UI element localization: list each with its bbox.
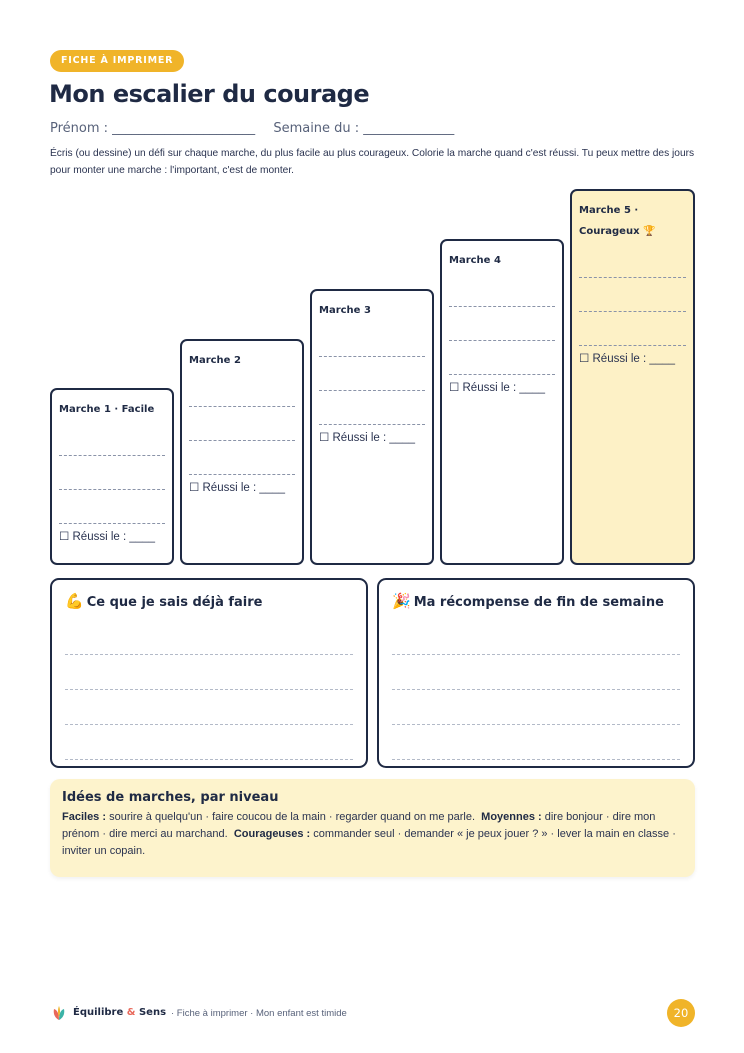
writing-line — [319, 357, 425, 391]
faciles-label: Faciles : — [62, 811, 107, 823]
box-writing-lines — [392, 620, 680, 760]
step-writing-lines — [189, 373, 295, 475]
footer-brand — [73, 1007, 166, 1018]
writing-line — [449, 307, 555, 341]
step-3 — [310, 289, 434, 565]
printable-badge: FICHE À IMPRIMER — [50, 50, 184, 72]
writing-line — [319, 323, 425, 357]
writing-line — [392, 620, 680, 655]
skills-box-title — [65, 590, 353, 614]
skills-box-label: Ce que je sais déjà faire — [86, 595, 263, 610]
brand-logo-icon — [52, 1005, 66, 1021]
writing-line — [189, 407, 295, 441]
footer-caption: · Fiche à imprimer · Mon enfant est timide — [171, 1008, 347, 1019]
writing-line — [449, 273, 555, 307]
writing-line — [65, 725, 353, 760]
prenom-field: Prénom : ______________________ — [50, 121, 256, 136]
ideas-title: Idées de marches, par niveau — [62, 790, 279, 805]
moyennes-label: Moyennes : — [481, 811, 542, 823]
step-success-check: ☐ Réussi le : ____ — [579, 353, 675, 365]
courageuses-text: commander seul · demander « je peux jouer ? » · lever la main en classe · inviter un copain. — [62, 828, 676, 857]
reward-box — [377, 578, 695, 768]
step-writing-lines — [319, 323, 425, 425]
step-success-check: ☐ Réussi le : ____ — [189, 482, 285, 494]
brand-name-2: Sens — [138, 1007, 167, 1018]
semaine-field: Semaine du : ______________ — [273, 121, 455, 136]
faciles-text: sourire à quelqu'un · faire coucou de la main · regarder quand on me parle. — [109, 811, 476, 823]
courageuses-label: Courageuses : — [233, 828, 311, 840]
step-writing-lines — [579, 244, 686, 346]
reward-box-label: Ma récompense de fin de semaine — [413, 595, 664, 610]
flexed-biceps-icon: 💪 — [65, 592, 84, 610]
writing-line — [392, 690, 680, 725]
writing-line — [65, 655, 353, 690]
page-title: Mon escalier du courage — [49, 80, 370, 108]
writing-line — [579, 244, 686, 278]
brand-name-1: Équilibre — [73, 1007, 124, 1018]
step-writing-lines — [449, 273, 555, 375]
name-week-fields — [50, 121, 454, 136]
step-writing-lines — [59, 422, 165, 524]
step-4 — [440, 239, 564, 565]
step-2 — [180, 339, 304, 565]
box-writing-lines — [65, 620, 353, 760]
writing-line — [579, 278, 686, 312]
step-success-check: ☐ Réussi le : ____ — [319, 432, 415, 444]
step-success-check: ☐ Réussi le : ____ — [449, 382, 545, 394]
reward-box-title — [392, 590, 680, 614]
writing-line — [65, 620, 353, 655]
step-success-check: ☐ Réussi le : ____ — [59, 531, 155, 543]
step-title: Marche 3 — [319, 305, 371, 316]
writing-line — [59, 490, 165, 524]
ideas-text — [62, 809, 683, 860]
writing-line — [579, 312, 686, 346]
writing-line — [449, 341, 555, 375]
writing-line — [392, 725, 680, 760]
page-number-badge: 20 — [667, 999, 695, 1027]
skills-box — [50, 578, 368, 768]
step-1 — [50, 388, 174, 565]
step-title: Marche 5 · Courageux 🏆 — [579, 205, 656, 237]
ideas-panel — [50, 779, 695, 877]
step-title: Marche 1 · Facile — [59, 404, 155, 415]
writing-line — [319, 391, 425, 425]
party-popper-icon: 🎉 — [392, 592, 411, 610]
writing-line — [59, 422, 165, 456]
step-title: Marche 2 — [189, 355, 241, 366]
moyennes-text: dire bonjour · dire mon prénom · dire merci au marchand. — [62, 811, 656, 840]
writing-line — [59, 456, 165, 490]
brand-ampersand: & — [126, 1007, 136, 1018]
writing-line — [189, 373, 295, 407]
writing-line — [65, 690, 353, 725]
step-title: Marche 4 — [449, 255, 501, 266]
writing-line — [392, 655, 680, 690]
instructions-text: Écris (ou dessine) un défi sur chaque marche, du plus facile au plus courageux. Colorie la marche quand c'est réussi. Tu peux mettre des jours pour monter une marche : l'important, c'est de monter. — [50, 148, 695, 176]
step-5 — [570, 189, 695, 565]
writing-line — [189, 441, 295, 475]
